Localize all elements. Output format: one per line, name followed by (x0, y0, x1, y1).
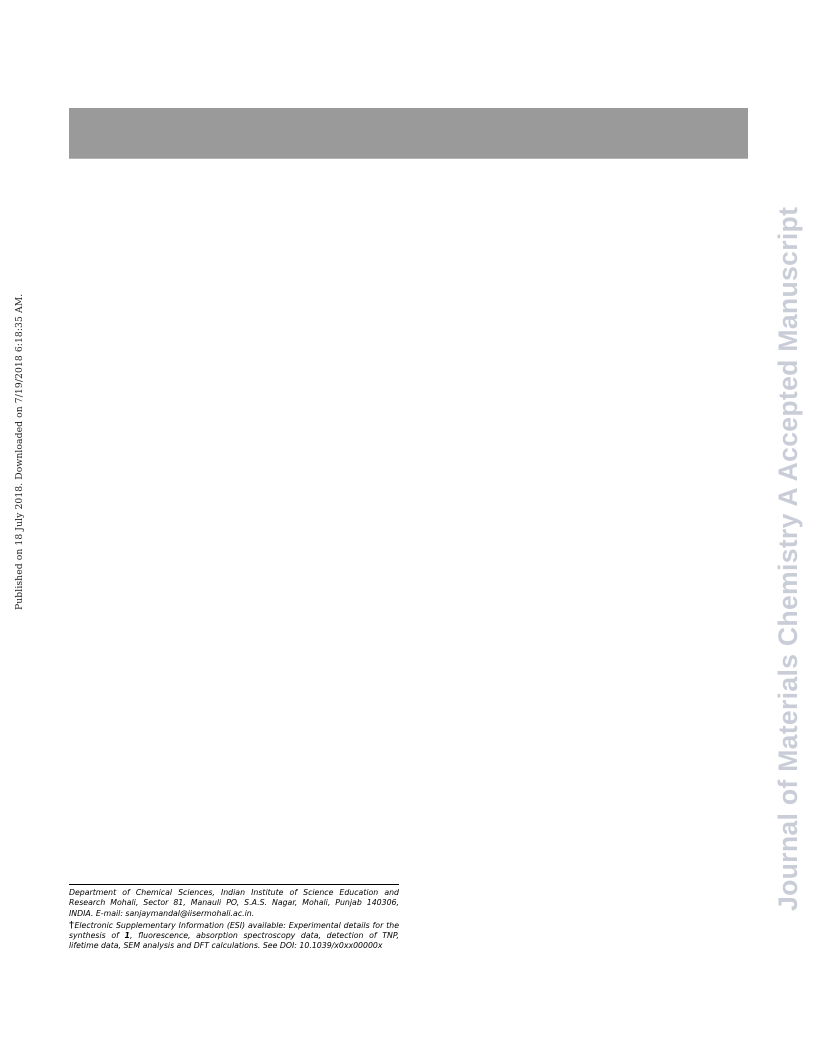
esi-footnote (69, 921, 399, 952)
header-bar (69, 108, 748, 159)
footnote-divider (69, 884, 399, 885)
affiliation-footnote: Department of Chemical Sciences, Indian Institute of Science Education and Research Mohali, Sector 81, Manauli PO, S.A.S. Nagar, Mohali, Punjab 140306, INDIA. E-mail: sanjaymandal@iisermohali.ac.in. (69, 888, 399, 918)
esi-text-part2: , fluorescence, absorption spectroscopy data, detection of TNP, lifetime data, SEM analysis and DFT calculations. See DOI: 10.1039/x0xx00000x (69, 931, 399, 951)
journal-watermark: Journal of Materials Chemistry A Accepted Manuscript (773, 206, 803, 911)
compound-number: 1 (124, 931, 130, 941)
footnotes (69, 888, 399, 952)
esi-text-part1: Electronic Supplementary Information (ESI) available: Experimental details for the synthesis of (69, 920, 399, 941)
published-side-note: Published on 18 July 2018. Downloaded on 7/19/2018 6:18:35 AM. (14, 293, 25, 610)
dagger-symbol: † (69, 919, 75, 931)
